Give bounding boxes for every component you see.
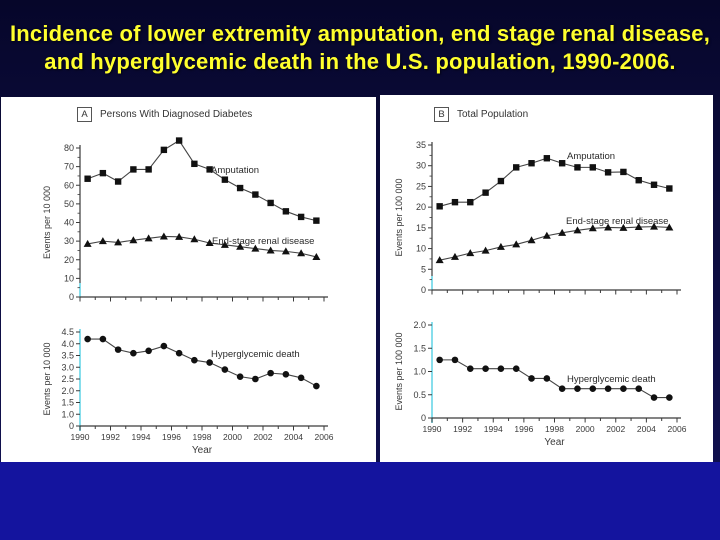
svg-text:60: 60 [63, 180, 74, 191]
circle-marker-icon [191, 357, 198, 364]
svg-text:1.5: 1.5 [413, 343, 426, 354]
square-marker-icon [237, 185, 243, 191]
panel-a-title: Persons With Diagnosed Diabetes [100, 109, 253, 120]
square-marker-icon [544, 155, 550, 161]
square-marker-icon [222, 176, 228, 182]
svg-text:2004: 2004 [284, 432, 303, 442]
square-marker-icon [452, 199, 458, 205]
svg-text:0: 0 [420, 285, 426, 295]
chart-b-bottom [394, 320, 687, 448]
square-marker-icon [191, 161, 197, 167]
svg-text:3.5: 3.5 [61, 350, 74, 361]
circle-marker-icon [482, 365, 489, 372]
legend-hyperglycemic-death: Hyperglycemic death [211, 349, 300, 360]
slide-title [0, 20, 720, 76]
circle-marker-icon [651, 394, 658, 401]
series-hyperglycemic-death [436, 357, 672, 401]
square-marker-icon [559, 160, 565, 166]
circle-marker-icon [559, 385, 566, 392]
circle-marker-icon [252, 376, 259, 383]
square-marker-icon [100, 170, 106, 176]
svg-text:20: 20 [415, 202, 426, 213]
series-end-stage-renal-disease [84, 232, 321, 259]
x-axis [80, 297, 328, 302]
square-marker-icon [574, 164, 580, 170]
circle-marker-icon [237, 373, 244, 380]
triangle-marker-icon [99, 237, 107, 244]
svg-text:1.0: 1.0 [61, 409, 74, 420]
svg-text:50: 50 [63, 198, 74, 209]
circle-marker-icon [605, 385, 612, 392]
circle-marker-icon [145, 348, 152, 355]
y-axis [61, 327, 80, 431]
legend-hyperglycemic-death: Hyperglycemic death [567, 374, 656, 385]
svg-text:4.0: 4.0 [61, 338, 74, 349]
series-hyperglycemic-death [84, 336, 319, 390]
y-axis-label: Events per 100 000 [394, 178, 404, 257]
circle-marker-icon [436, 357, 443, 364]
circle-marker-icon [161, 343, 168, 350]
svg-text:2004: 2004 [636, 424, 656, 434]
svg-text:1.5: 1.5 [61, 397, 74, 408]
legend-end-stage-renal-disease: End-stage renal disease [212, 236, 315, 247]
svg-text:2.0: 2.0 [413, 320, 426, 330]
x-axis [71, 426, 334, 456]
svg-text:10: 10 [63, 273, 74, 284]
y-axis-label: Events per 100 000 [394, 332, 404, 411]
svg-text:1990: 1990 [422, 424, 442, 434]
svg-text:2002: 2002 [253, 432, 273, 442]
square-marker-icon [313, 217, 319, 223]
square-marker-icon [636, 177, 642, 183]
panel-b-chart-area [380, 95, 713, 462]
panel-a-charts-svg [1, 97, 376, 462]
svg-text:2002: 2002 [606, 424, 626, 434]
svg-text:70: 70 [63, 161, 74, 172]
svg-text:0.5: 0.5 [413, 389, 426, 400]
circle-marker-icon [620, 385, 627, 392]
square-marker-icon [267, 200, 273, 206]
svg-text:15: 15 [415, 222, 426, 233]
x-axis-label: Year [544, 437, 565, 448]
svg-text:30: 30 [415, 160, 426, 171]
series-amputation [436, 151, 672, 210]
svg-text:80: 80 [63, 143, 74, 153]
circle-marker-icon [528, 375, 535, 382]
y-axis [416, 140, 432, 295]
panel-b-header [434, 107, 528, 122]
circle-marker-icon [222, 366, 229, 373]
square-marker-icon [482, 189, 488, 195]
square-marker-icon [467, 199, 473, 205]
square-marker-icon [115, 178, 121, 184]
panel-b-charts-svg [380, 95, 713, 462]
chart-a-top [42, 137, 328, 302]
square-marker-icon [498, 178, 504, 184]
triangle-marker-icon [160, 232, 168, 239]
y-axis-label: Events per 10 000 [42, 185, 52, 260]
legend-end-stage-renal-disease: End-stage renal disease [566, 216, 669, 227]
series-amputation [84, 137, 319, 223]
panel-a-header [77, 107, 252, 122]
circle-marker-icon [298, 375, 305, 382]
square-marker-icon [145, 166, 151, 172]
circle-marker-icon [513, 365, 520, 372]
square-marker-icon [176, 137, 182, 143]
svg-text:1996: 1996 [514, 424, 534, 434]
square-marker-icon [666, 185, 672, 191]
square-marker-icon [528, 160, 534, 166]
svg-text:0: 0 [420, 413, 426, 423]
svg-text:0: 0 [68, 421, 74, 431]
square-marker-icon [252, 191, 258, 197]
square-marker-icon [513, 164, 519, 170]
panel-a-letter-box: A [77, 107, 92, 122]
circle-marker-icon [589, 385, 596, 392]
svg-text:2006: 2006 [667, 424, 687, 434]
svg-text:4.5: 4.5 [61, 327, 74, 337]
circle-marker-icon [467, 365, 474, 372]
circle-marker-icon [100, 336, 107, 343]
svg-text:1990: 1990 [70, 432, 90, 442]
x-axis [423, 418, 687, 448]
circle-marker-icon [176, 350, 183, 357]
x-axis-label: Year [191, 445, 213, 456]
circle-marker-icon [206, 359, 213, 366]
slide-title-line1: Incidence of lower extremity amputation, end stage renal disease, [9, 21, 711, 46]
svg-text:3.0: 3.0 [61, 362, 74, 373]
square-marker-icon [161, 147, 167, 153]
square-marker-icon [436, 203, 442, 209]
chart-a-bottom [42, 327, 334, 456]
svg-text:30: 30 [63, 236, 74, 247]
svg-text:5: 5 [420, 264, 426, 275]
y-axis-label: Events per 10 000 [42, 342, 52, 416]
series-end-stage-renal-disease [436, 216, 674, 263]
svg-text:35: 35 [415, 140, 426, 150]
circle-marker-icon [313, 383, 320, 390]
svg-text:2006: 2006 [314, 432, 334, 442]
square-marker-icon [605, 169, 611, 175]
circle-marker-icon [452, 357, 459, 364]
circle-marker-icon [666, 394, 673, 401]
circle-marker-icon [574, 385, 581, 392]
svg-text:1992: 1992 [453, 424, 473, 434]
circle-marker-icon [130, 350, 137, 357]
circle-marker-icon [635, 385, 642, 392]
svg-text:10: 10 [415, 243, 426, 254]
circle-marker-icon [544, 375, 551, 382]
x-axis [432, 290, 681, 295]
circle-marker-icon [498, 365, 505, 372]
square-marker-icon [651, 182, 657, 188]
svg-text:25: 25 [415, 181, 426, 192]
circle-marker-icon [84, 336, 91, 343]
svg-text:0: 0 [68, 292, 74, 302]
y-axis [413, 320, 432, 423]
svg-text:2000: 2000 [223, 432, 242, 442]
panel-b-letter-box: B [434, 107, 449, 122]
svg-text:1998: 1998 [192, 432, 212, 442]
square-marker-icon [130, 166, 136, 172]
circle-marker-icon [283, 371, 290, 378]
svg-text:1994: 1994 [483, 424, 503, 434]
svg-text:2000: 2000 [575, 424, 595, 434]
square-marker-icon [298, 214, 304, 220]
y-axis [64, 143, 80, 302]
svg-text:2.5: 2.5 [61, 374, 74, 384]
chart-b-top [394, 140, 681, 295]
svg-text:1994: 1994 [131, 432, 151, 442]
panel-a [1, 97, 376, 462]
circle-marker-icon [267, 370, 274, 377]
legend-amputation: Amputation [567, 151, 616, 162]
svg-text:40: 40 [63, 217, 74, 228]
circle-marker-icon [115, 346, 122, 353]
panel-b [380, 95, 713, 462]
square-marker-icon [84, 176, 90, 182]
svg-text:1998: 1998 [545, 424, 564, 434]
square-marker-icon [283, 208, 289, 214]
svg-text:20: 20 [63, 254, 74, 265]
svg-text:1.0: 1.0 [413, 366, 426, 377]
svg-text:2.0: 2.0 [61, 385, 74, 396]
panel-a-chart-area [1, 97, 376, 462]
panel-b-title: Total Population [457, 109, 529, 120]
svg-text:1996: 1996 [162, 432, 181, 442]
svg-text:1992: 1992 [101, 432, 120, 442]
legend-amputation: Amputation [211, 165, 260, 176]
square-marker-icon [620, 169, 626, 175]
square-marker-icon [590, 164, 596, 170]
slide-title-line2: and hyperglycemic death in the U.S. population, 1990-2006. [44, 49, 676, 74]
